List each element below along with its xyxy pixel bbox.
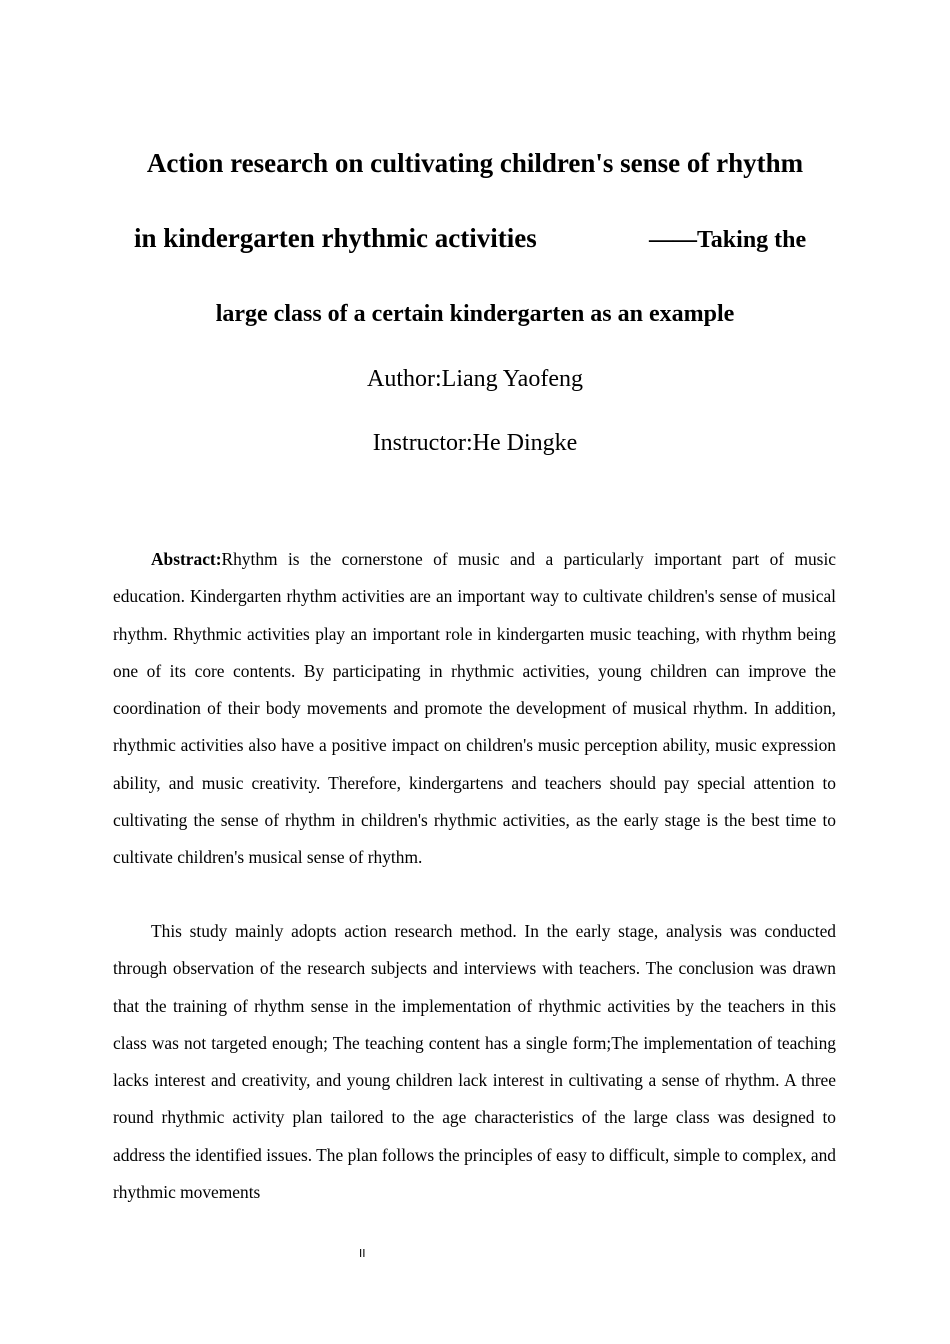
abstract-paragraph-1-text: Rhythm is the cornerstone of music and a particularly important part of music education. Kindergarten rhythm activities are an important way to cultivate children's sense of musical rhythm. Rhythmic activities play an important role in kindergarten music teaching, with rhythm being one of its core contents. By participating in rhythmic activities, young children can improve the coordination of their body movements and promote the development of musical rhythm. In addition, rhythmic activities also have a positive impact on children's music perception ability, music expression ability, and music creativity. Therefore, kindergartens and teachers should pay special attention to cultivating the sense of rhythm in children's rhythmic activities, as the early stage is the best time to cultivate children's musical sense of rhythm. xyxy=(113,549,836,868)
title-subtitle-start: ——Taking the xyxy=(649,227,807,253)
abstract-paragraph-1 xyxy=(113,541,836,877)
title-line-1: Action research on cultivating children's sense of rhythm xyxy=(146,148,804,178)
author-line: Author:Liang Yaofeng xyxy=(367,366,583,392)
title-line-2-main: in kindergarten rhythmic activities xyxy=(134,223,537,253)
abstract-paragraph-2: This study mainly adopts action research method. In the early stage, analysis was conducted through observation of the research subjects and interviews with teachers. The conclusion was drawn that the training of rhythm sense in the implementation of rhythmic activities by the teachers in this class was not targeted enough; The teaching content has a single form;The implementation of teaching lacks interest and creativity, and young children lack interest in cultivating a sense of rhythm. A three round rhythmic activity plan tailored to the age characteristics of the large class was designed to address the identified issues. The plan follows the principles of easy to difficult, simple to complex, and rhythmic movements xyxy=(113,921,836,1203)
title-line-3: large class of a certain kindergarten as an example xyxy=(215,301,735,327)
abstract-label: Abstract: xyxy=(151,549,222,569)
instructor-line: Instructor:He Dingke xyxy=(372,430,578,456)
page-number: II xyxy=(359,1247,366,1260)
